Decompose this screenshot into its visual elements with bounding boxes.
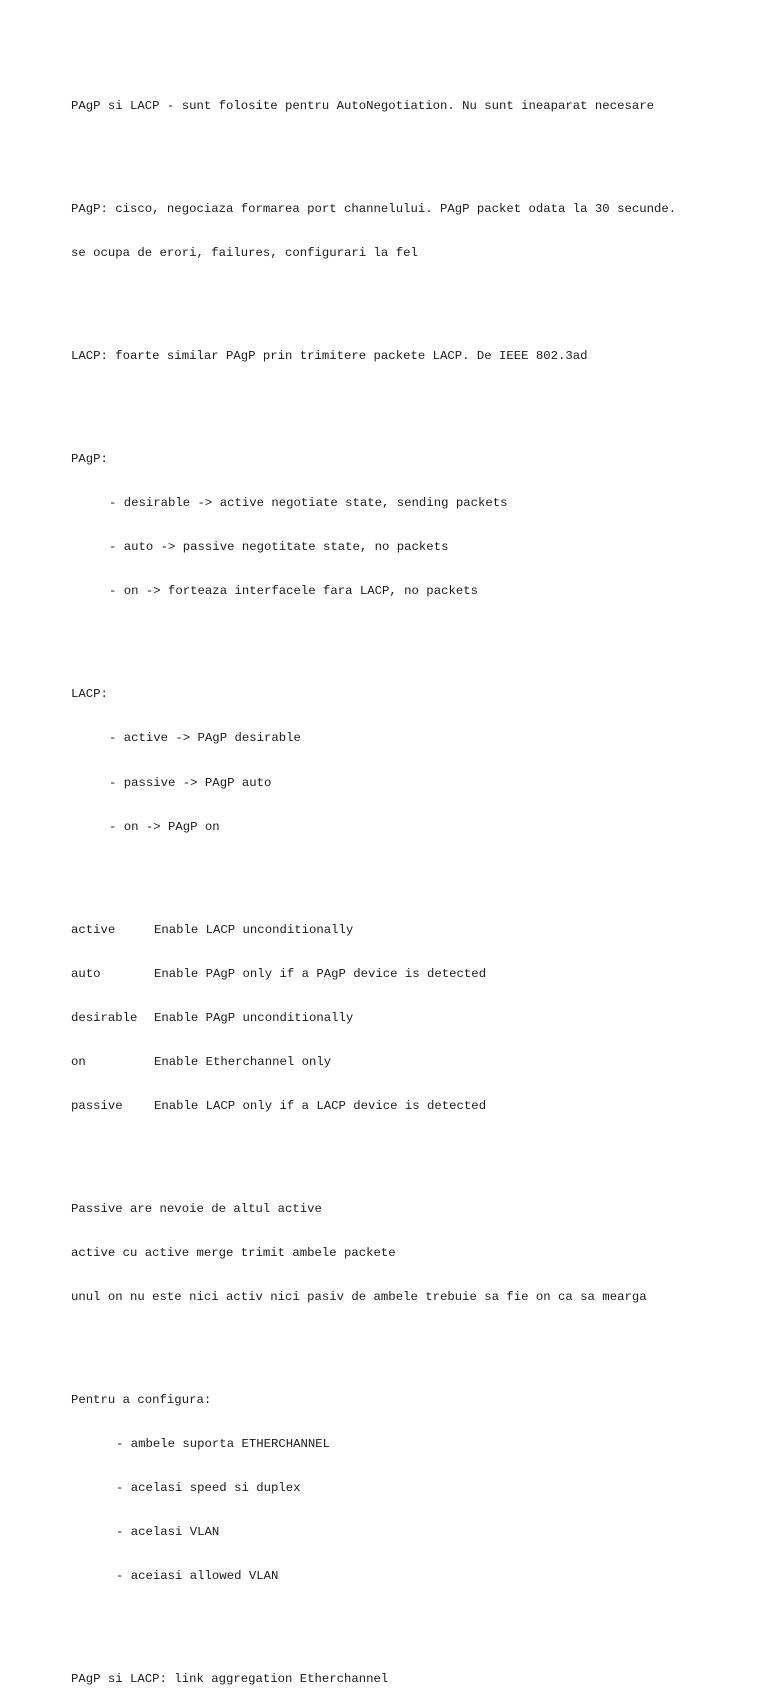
mode-table-row <box>71 923 751 938</box>
pagp-mode-item: - desirable -> active negotiate state, sending packets <box>109 496 508 511</box>
mode-description: Enable Etherchannel only <box>154 1054 332 1069</box>
spacer <box>71 393 751 408</box>
mode-description: Enable PAgP unconditionally <box>154 1010 354 1025</box>
mode-name: passive <box>71 1098 123 1113</box>
spacer <box>71 1143 751 1158</box>
pagp-modes-heading: PAgP: <box>71 452 108 467</box>
mode-table-row <box>71 1011 751 1026</box>
note-line: active cu active merge trimit ambele packete <box>71 1245 396 1260</box>
intro-line: PAgP si LACP - sunt folosite pentru AutoNegotiation. Nu sunt ineaparat necesare <box>71 99 654 114</box>
pagp-description-line-2: se ocupa de erori, failures, configurari la fel <box>71 246 418 261</box>
mode-table-row <box>71 1055 751 1070</box>
spacer <box>71 864 751 879</box>
spacer <box>71 144 751 159</box>
lacp-modes-heading: LACP: <box>71 687 108 702</box>
lacp-mode-item: - passive -> PAgP auto <box>109 775 272 790</box>
document-body <box>71 70 751 1702</box>
pagp-mode-item: - auto -> passive negotitate state, no packets <box>109 540 449 555</box>
spacer <box>71 290 751 305</box>
pagp-mode-item: - on -> forteaza interfacele fara LACP, no packets <box>109 584 478 599</box>
config-heading: Pentru a configura: <box>71 1392 212 1407</box>
config-item: - acelasi speed si duplex <box>116 1481 301 1496</box>
note-line: Passive are nevoie de altul active <box>71 1201 322 1216</box>
pagp-description-line-1: PAgP: cisco, negociaza formarea port channelului. PAgP packet odata la 30 secunde. <box>71 202 677 217</box>
lacp-mode-item: - active -> PAgP desirable <box>109 731 301 746</box>
lacp-mode-item: - on -> PAgP on <box>109 819 220 834</box>
mode-name: auto <box>71 966 101 981</box>
spacer <box>71 1613 751 1628</box>
config-item: - ambele suporta ETHERCHANNEL <box>116 1436 331 1451</box>
config-item: - aceiasi allowed VLAN <box>116 1569 279 1584</box>
mode-description: Enable LACP only if a LACP device is detected <box>154 1098 487 1113</box>
note-line: unul on nu este nici activ nici pasiv de ambele trebuie sa fie on ca sa mearga <box>71 1289 647 1304</box>
closing-line: PAgP si LACP: link aggregation Etherchannel <box>71 1672 389 1687</box>
config-item: - acelasi VLAN <box>116 1525 220 1540</box>
mode-description: Enable PAgP only if a PAgP device is detected <box>154 966 487 981</box>
spacer <box>71 1334 751 1349</box>
mode-name: desirable <box>71 1010 138 1025</box>
mode-table-row <box>71 967 751 982</box>
mode-name: on <box>71 1054 86 1069</box>
mode-table-row <box>71 1099 751 1114</box>
spacer <box>71 629 751 644</box>
mode-name: active <box>71 922 116 937</box>
lacp-description-line: LACP: foarte similar PAgP prin trimitere packete LACP. De IEEE 802.3ad <box>71 349 588 364</box>
mode-description: Enable LACP unconditionally <box>154 922 354 937</box>
